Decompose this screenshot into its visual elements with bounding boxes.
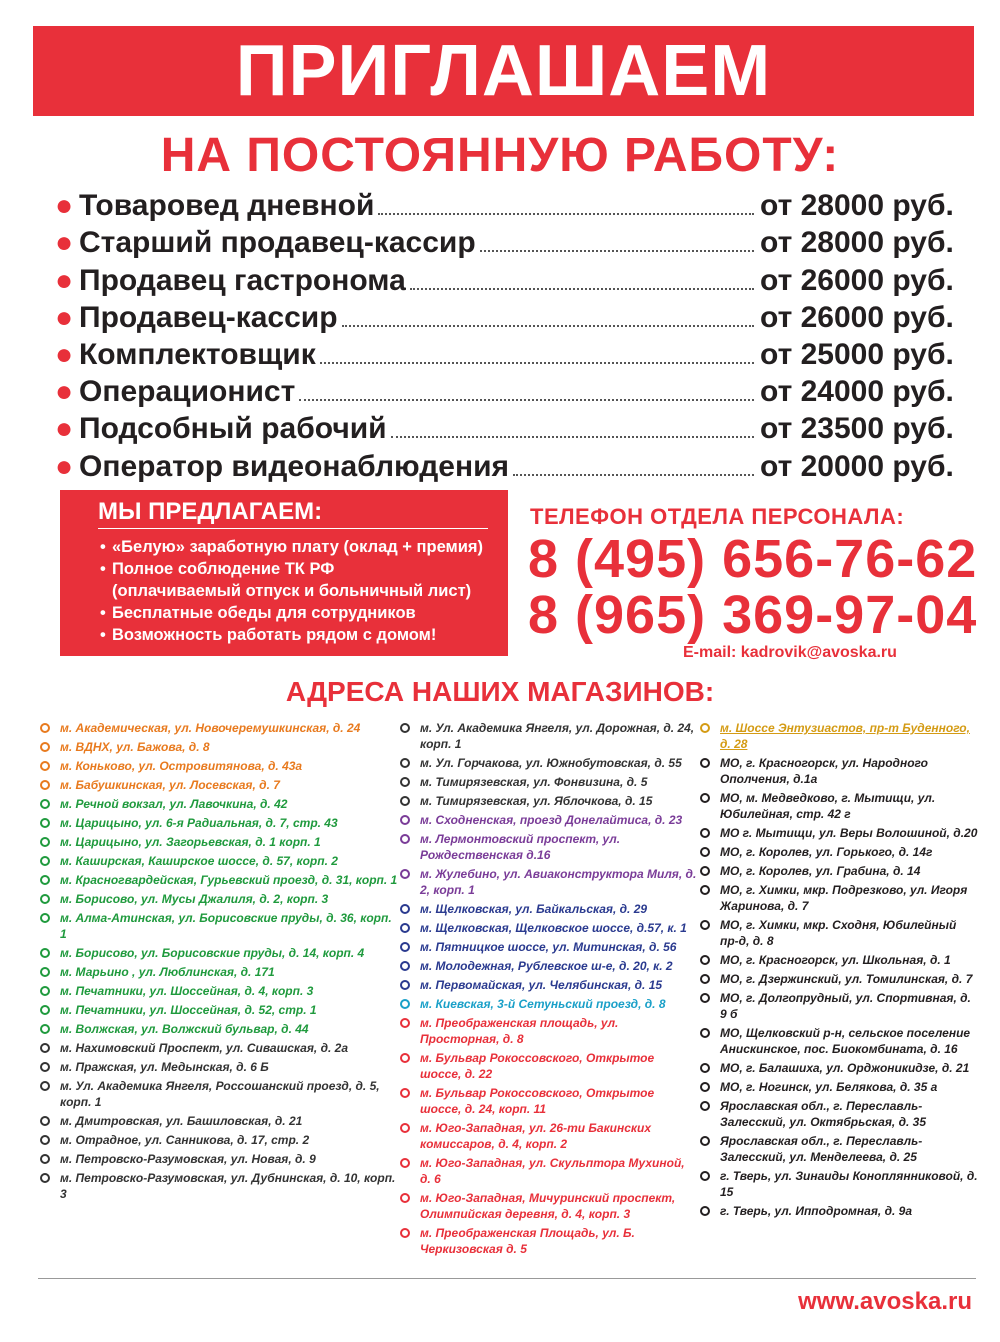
dotted-leader [410,288,754,290]
address-item: м. Отрадное, ул. Санникова, д. 17, стр. 2 [38,1132,398,1148]
address-item: м. Царицыно, ул. Загорьевская, д. 1 корп. 1 [38,834,398,850]
address-item: м. Петровско-Разумовская, ул. Новая, д. 9 [38,1151,398,1167]
offer-divider [98,528,488,529]
address-item: МО, г. Долгопрудный, ул. Спортивная, д. 9 б [698,990,978,1022]
offer-item: (оплачиваемый отпуск и больничный лист) [112,582,472,600]
website-link[interactable]: www.avoska.ru [798,1288,972,1315]
address-item: г. Тверь, ул. Зинаиды Коноплянниковой, д. 15 [698,1168,978,1200]
addresses-heading: АДРЕСА НАШИХ МАГАЗИНОВ: [285,676,715,707]
address-item: м. Сходненская, проезд Донелайтиса, д. 23 [398,812,698,828]
dotted-leader [320,362,754,364]
job-salary: от 25000 руб. [760,337,954,371]
address-item: МО г. Мытищи, ул. Веры Волошиной, д.20 [698,825,978,841]
dotted-leader [480,250,754,252]
job-salary: от 26000 руб. [760,263,954,297]
job-row [55,446,955,483]
phone-number-1[interactable]: 8 (495) 656-76-62 [528,529,978,589]
headline-banner: ПРИГЛАШАЕМ [33,26,974,116]
address-item: м. Речной вокзал, ул. Лавочкина, д. 42 [38,796,398,812]
address-item: м. Молодежная, Рублевское ш-е, д. 20, к. 2 [398,958,698,974]
address-item: МО, г. Королев, ул. Грабина, д. 14 [698,863,978,879]
dotted-leader [513,474,754,476]
offer-heading: МЫ ПРЕДЛАГАЕМ: [98,498,323,525]
offer-item: • Полное соблюдение ТК РФ [100,560,335,578]
subheadline: НА ПОСТОЯННУЮ РАБОТУ: [160,129,840,182]
bullet-icon: ● [55,449,74,483]
phone-heading: ТЕЛЕФОН ОТДЕЛА ПЕРСОНАЛА: [530,504,905,529]
job-title: Комплектовщик [79,337,316,371]
bullet-icon: ● [55,189,74,223]
address-item: Ярославская обл., г. Переславль-Залесский, ул. Менделеева, д. 25 [698,1133,978,1165]
phone-number-2[interactable]: 8 (965) 369-97-04 [528,585,978,645]
address-item: м. Марьино , ул. Люблинская, д. 171 [38,964,398,980]
address-item: м. Ул. Академика Янгеля, Россошанский проезд, д. 5, корп. 1 [38,1078,398,1110]
job-row [55,335,955,372]
address-item: МО, г. Красногорск, ул. Народного Ополчения, д.1а [698,755,978,787]
job-title: Операционист [79,375,296,409]
address-item: м. Каширская, Каширское шоссе, д. 57, корп. 2 [38,853,398,869]
job-salary: от 20000 руб. [760,449,954,483]
address-item: м. ВДНХ, ул. Бажова, д. 8 [38,739,398,755]
address-column-1 [38,720,398,1205]
address-item: МО, м. Медведково, г. Мытищи, ул. Юбилейная, стр. 42 г [698,790,978,822]
address-item: МО, г. Балашиха, ул. Орджоникидзе, д. 21 [698,1060,978,1076]
address-item: м. Киевская, 3-й Сетуньский проезд, д. 8 [398,996,698,1012]
address-item: м. Жулебино, ул. Авиаконструктора Миля, д. 2, корп. 1 [398,866,698,898]
job-row [55,372,955,409]
bullet-icon: ● [55,226,74,260]
address-item: МО, г. Королев, ул. Горького, д. 14г [698,844,978,860]
address-item: м. Печатники, ул. Шоссейная, д. 52, стр. 1 [38,1002,398,1018]
address-item: МО, г. Химки, мкр. Сходня, Юбилейный пр-д, д. 8 [698,917,978,949]
job-row [55,186,955,223]
address-item: Ярославская обл., г. Переславль-Залесский, ул. Октябрьская, д. 35 [698,1098,978,1130]
address-item: МО, г. Химки, мкр. Подрезково, ул. Игоря Жаринова, д. 7 [698,882,978,914]
job-salary: от 23500 руб. [760,412,954,446]
address-item: м. Щелковская, ул. Байкальская, д. 29 [398,901,698,917]
address-item: м. Пражская, ул. Медынская, д. 6 Б [38,1059,398,1075]
bullet-icon: ● [55,412,74,446]
footer-divider [38,1278,976,1279]
job-salary: от 26000 руб. [760,300,954,334]
job-row [55,409,955,446]
address-item: м. Печатники, ул. Шоссейная, д. 4, корп. 3 [38,983,398,999]
dotted-leader [378,213,754,215]
address-item: м. Нахимовский Проспект, ул. Сивашская, д. 2а [38,1040,398,1056]
bullet-icon: ● [55,263,74,297]
dotted-leader [391,436,754,438]
dotted-leader [342,325,754,327]
address-item: м. Юго-Западная, ул. 26-ти Бакинских комиссаров, д. 4, корп. 2 [398,1120,698,1152]
address-item: м. Академическая, ул. Новочеремушкинская, д. 24 [38,720,398,736]
job-title: Оператор видеонаблюдения [79,449,510,483]
address-item: м. Первомайская, ул. Челябинская, д. 15 [398,977,698,993]
job-row [55,223,955,260]
offer-list [100,536,483,646]
address-item: м. Борисово, ул. Борисовские пруды, д. 14, корп. 4 [38,945,398,961]
address-item: м. Коньково, ул. Островитянова, д. 43а [38,758,398,774]
address-item: м. Волжская, ул. Волжский бульвар, д. 44 [38,1021,398,1037]
address-column-2 [398,720,698,1260]
address-item: МО, г. Ногинск, ул. Белякова, д. 35 а [698,1079,978,1095]
job-salary: от 24000 руб. [760,375,954,409]
address-item: м. Ул. Академика Янгеля, ул. Дорожная, д. 24, корп. 1 [398,720,698,752]
address-column-3 [698,720,978,1222]
job-title: Товаровед дневной [79,189,375,223]
job-title: Подсобный рабочий [79,412,387,446]
address-item: м. Тимирязевская, ул. Фонвизина, д. 5 [398,774,698,790]
address-item: м. Петровско-Разумовская, ул. Дубнинская, д. 10, корп. 3 [38,1170,398,1202]
offer-item: • Бесплатные обеды для сотрудников [100,604,416,622]
job-list [55,186,955,484]
address-item: МО, г. Дзержинский, ул. Томилинская, д. 7 [698,971,978,987]
job-title: Старший продавец-кассир [79,226,476,260]
address-item: м. Юго-Западная, ул. Скульптора Мухиной, д. 6 [398,1155,698,1187]
address-item: м. Дмитровская, ул. Башиловская, д. 21 [38,1113,398,1129]
job-title: Продавец-кассир [79,300,338,334]
address-item: МО, Щелковский р-н, сельское поселение Анискинское, пос. Биокомбината, д. 16 [698,1025,978,1057]
address-item: м. Борисово, ул. Мусы Джалиля, д. 2, корп. 3 [38,891,398,907]
bullet-icon: ● [55,300,74,334]
address-item: м. Тимирязевская, ул. Яблочкова, д. 15 [398,793,698,809]
address-item: м. Преображенская Площадь, ул. Б. Черкизовская д. 5 [398,1225,698,1257]
address-item: г. Тверь, ул. Ипподромная, д. 9а [698,1203,978,1219]
address-item: м. Лермонтовский проспект, ул. Рождественская д.16 [398,831,698,863]
bullet-icon: ● [55,337,74,371]
dotted-leader [299,399,754,401]
address-item: м. Бабушкинская, ул. Лосевская, д. 7 [38,777,398,793]
address-item: МО, г. Красногорск, ул. Школьная, д. 1 [698,952,978,968]
address-item: м. Юго-Западная, Мичуринский проспект, Олимпийская деревня, д. 4, корп. 3 [398,1190,698,1222]
address-item: м. Щелковская, Щелковское шоссе, д.57, к. 1 [398,920,698,936]
address-item: м. Бульвар Рокоссовского, Открытое шоссе, д. 22 [398,1050,698,1082]
offer-box [60,490,508,656]
email-link[interactable]: E-mail: kadrovik@avoska.ru [683,644,897,661]
address-item: м. Пятницкое шоссе, ул. Митинская, д. 56 [398,939,698,955]
address-item: м. Бульвар Рокоссовского, Открытое шоссе, д. 24, корп. 11 [398,1085,698,1117]
job-salary: от 28000 руб. [760,189,954,223]
address-item: м. Шоссе Энтузиастов, пр-т Буденного, д. 28 [698,720,978,752]
offer-item: • «Белую» заработную плату (оклад + премия) [100,538,484,556]
address-item: м. Алма-Атинская, ул. Борисовские пруды, д. 36, корп. 1 [38,910,398,942]
job-row [55,298,955,335]
address-item: м. Преображенская площадь, ул. Просторная, д. 8 [398,1015,698,1047]
offer-item: • Возможность работать рядом с домом! [100,626,437,644]
job-salary: от 28000 руб. [760,226,954,260]
address-item: м. Ул. Горчакова, ул. Южнобутовская, д. 55 [398,755,698,771]
job-title: Продавец гастронома [79,263,406,297]
address-item: м. Красногвардейская, Гурьевский проезд, д. 31, корп. 1 [38,872,398,888]
bullet-icon: ● [55,375,74,409]
address-item: м. Царицыно, ул. 6-я Радиальная, д. 7, стр. 43 [38,815,398,831]
job-row [55,260,955,297]
